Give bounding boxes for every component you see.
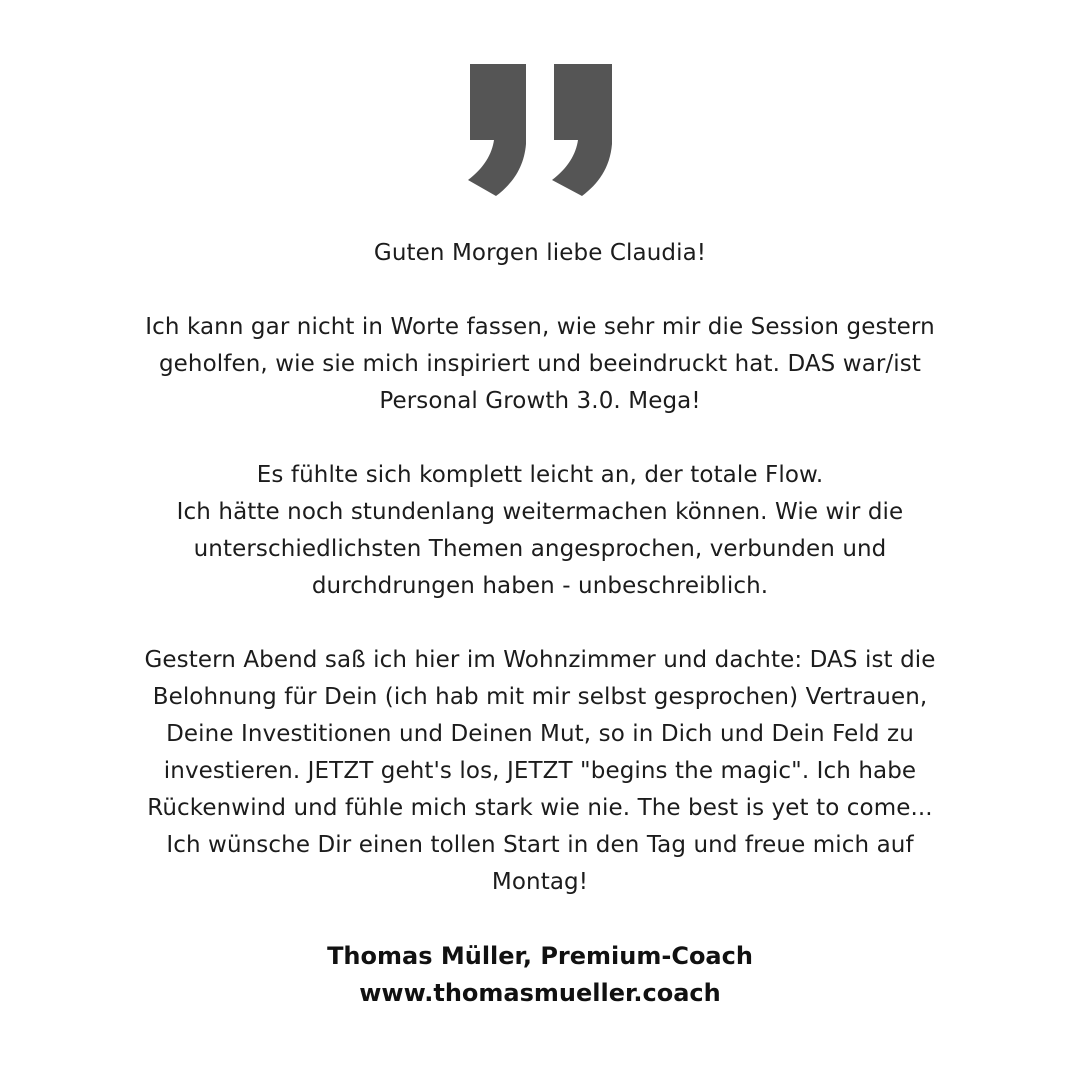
paragraph-3-line-1: Gestern Abend saß ich hier im Wohnzimmer und dachte: DAS ist die: [144, 647, 936, 673]
closing-quote-icon: [466, 64, 616, 196]
testimonial-body: [60, 235, 1020, 901]
paragraph-3-line-3: Deine Investitionen und Deinen Mut, so in Dich und Dein Feld zu: [166, 721, 914, 747]
paragraph-spacer: [60, 605, 1020, 642]
paragraph-3-line-6: Ich wünsche Dir einen tollen Start in den Tag und freue mich auf: [166, 832, 914, 858]
paragraph-3: [60, 642, 1020, 901]
paragraph-2-line-1: Es fühlte sich komplett leicht an, der totale Flow.: [256, 462, 824, 488]
signature-block: [60, 938, 1020, 1012]
paragraph-1: [60, 309, 1020, 420]
paragraph-1-line-3: Personal Growth 3.0. Mega!: [379, 388, 701, 414]
quote-left-glyph: [468, 64, 526, 196]
author-website: www.thomasmueller.coach: [359, 979, 721, 1007]
quote-right-glyph: [552, 64, 612, 196]
paragraph-1-line-2: geholfen, wie sie mich inspiriert und beeindruckt hat. DAS war/ist: [158, 351, 921, 377]
paragraph-3-line-4: investieren. JETZT geht's los, JETZT "begins the magic". Ich habe: [163, 758, 917, 784]
paragraph-3-line-7: Montag!: [491, 869, 589, 895]
paragraph-3-line-2: Belohnung für Dein (ich hab mit mir selbst gesprochen) Vertrauen,: [152, 684, 928, 710]
greeting-line: Guten Morgen liebe Claudia!: [373, 240, 707, 266]
author-name: Thomas Müller, Premium-Coach: [327, 942, 753, 970]
paragraph-3-line-5: Rückenwind und fühle mich stark wie nie. The best is yet to come...: [147, 795, 933, 821]
greeting: [60, 235, 1020, 272]
paragraph-spacer: [60, 272, 1020, 309]
paragraph-spacer: [60, 420, 1020, 457]
paragraph-2-line-4: durchdrungen haben - unbeschreiblich.: [311, 573, 769, 599]
paragraph-2: [60, 457, 1020, 605]
paragraph-2-line-2: Ich hätte noch stundenlang weitermachen können. Wie wir die: [176, 499, 904, 525]
paragraph-2-line-3: unterschiedlichsten Themen angesprochen, verbunden und: [193, 536, 887, 562]
paragraph-1-line-1: Ich kann gar nicht in Worte fassen, wie sehr mir die Session gestern: [145, 314, 935, 340]
